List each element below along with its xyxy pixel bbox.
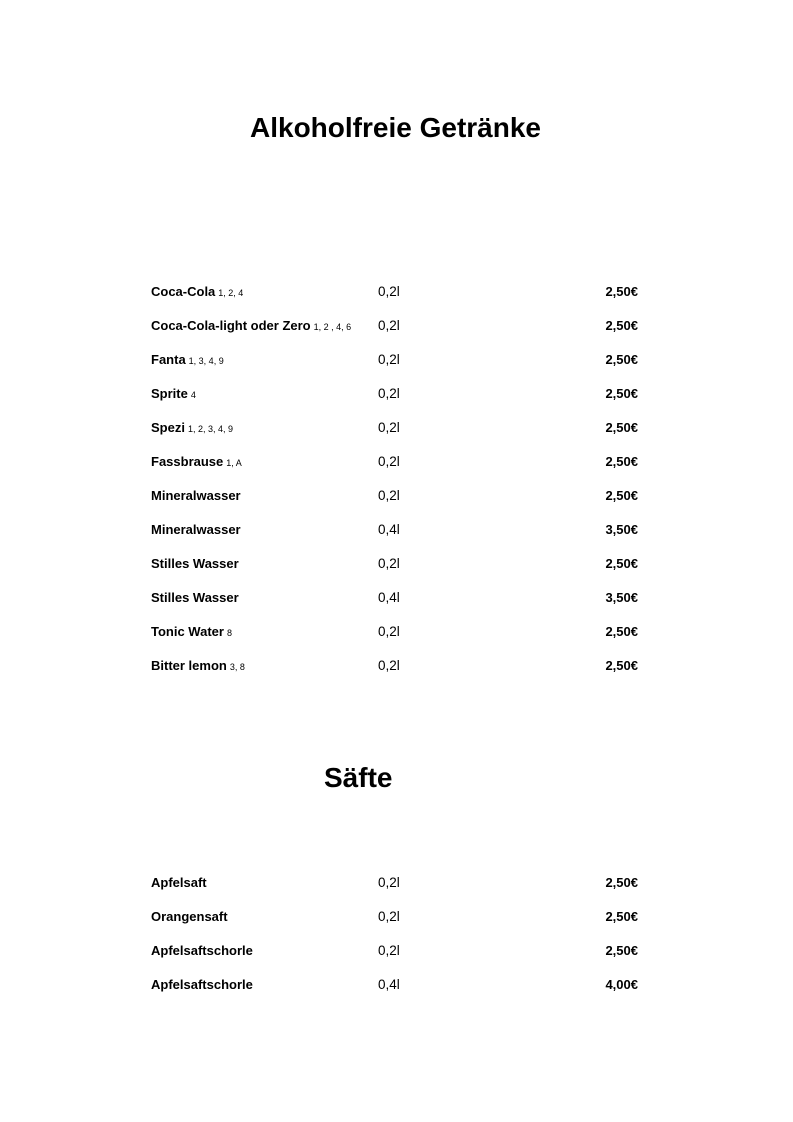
item-name — [151, 590, 239, 605]
item-name-text: Coca-Cola-light oder Zero — [151, 318, 311, 333]
menu-item-row — [151, 658, 641, 692]
item-price: 3,50€ — [605, 590, 638, 605]
menu-item-row — [151, 386, 641, 420]
item-name-text: Coca-Cola — [151, 284, 216, 299]
item-volume: 0,2l — [378, 556, 400, 571]
item-volume: 0,2l — [378, 658, 400, 673]
item-volume: 0,2l — [378, 420, 400, 435]
item-name-text: Fassbrause — [151, 454, 224, 469]
item-volume: 0,2l — [378, 909, 400, 924]
item-name — [151, 875, 207, 890]
juices-list — [151, 875, 641, 1011]
item-price: 2,50€ — [605, 658, 638, 673]
item-name — [151, 658, 245, 673]
item-name — [151, 624, 232, 639]
item-name-text: Mineralwasser — [151, 522, 241, 537]
item-name — [151, 318, 351, 333]
item-price: 3,50€ — [605, 522, 638, 537]
item-name — [151, 420, 233, 435]
item-volume: 0,4l — [378, 522, 400, 537]
item-price: 2,50€ — [605, 420, 638, 435]
item-volume: 0,2l — [378, 454, 400, 469]
item-name-text: Apfelsaftschorle — [151, 943, 253, 958]
allergen-note: 1, 2 , 4, 6 — [313, 322, 352, 332]
menu-item-row — [151, 875, 641, 909]
menu-item-row — [151, 624, 641, 658]
item-name — [151, 522, 241, 537]
item-name-text: Sprite — [151, 386, 188, 401]
item-price: 2,50€ — [605, 284, 638, 299]
allergen-note: 3, 8 — [229, 662, 245, 672]
item-name — [151, 386, 196, 401]
item-price: 2,50€ — [605, 488, 638, 503]
item-volume: 0,2l — [378, 875, 400, 890]
item-name — [151, 488, 241, 503]
item-name — [151, 977, 253, 992]
item-volume: 0,4l — [378, 977, 400, 992]
item-price: 2,50€ — [605, 556, 638, 571]
item-price: 2,50€ — [605, 624, 638, 639]
menu-item-row — [151, 977, 641, 1011]
menu-item-row — [151, 284, 641, 318]
item-price: 2,50€ — [605, 352, 638, 367]
menu-item-row — [151, 590, 641, 624]
item-name-text: Fanta — [151, 352, 186, 367]
item-name-text: Mineralwasser — [151, 488, 241, 503]
item-name — [151, 352, 224, 367]
menu-item-row — [151, 909, 641, 943]
allergen-note: 4 — [190, 390, 196, 400]
menu-item-row — [151, 352, 641, 386]
item-price: 2,50€ — [605, 318, 638, 333]
item-price: 2,50€ — [605, 943, 638, 958]
item-name — [151, 909, 228, 924]
menu-item-row — [151, 522, 641, 556]
item-name — [151, 943, 253, 958]
allergen-note: 1, 2, 4 — [218, 288, 244, 298]
menu-item-row — [151, 318, 641, 352]
item-volume: 0,2l — [378, 488, 400, 503]
item-price: 2,50€ — [605, 454, 638, 469]
item-name-text: Spezi — [151, 420, 185, 435]
item-volume: 0,2l — [378, 386, 400, 401]
item-name — [151, 454, 242, 469]
menu-item-row — [151, 420, 641, 454]
item-volume: 0,2l — [378, 352, 400, 367]
item-name-text: Stilles Wasser — [151, 590, 239, 605]
item-name — [151, 556, 239, 571]
allergen-note: 1, A — [226, 458, 242, 468]
item-name-text: Apfelsaftschorle — [151, 977, 253, 992]
item-price: 4,00€ — [605, 977, 638, 992]
item-price: 2,50€ — [605, 386, 638, 401]
menu-item-row — [151, 454, 641, 488]
item-name-text: Bitter lemon — [151, 658, 227, 673]
allergen-note: 1, 2, 3, 4, 9 — [187, 424, 233, 434]
item-name-text: Tonic Water — [151, 624, 224, 639]
item-volume: 0,2l — [378, 624, 400, 639]
item-name — [151, 284, 243, 299]
section-title-soft-drinks: Alkoholfreie Getränke — [250, 112, 541, 143]
item-volume: 0,2l — [378, 284, 400, 299]
menu-item-row — [151, 488, 641, 522]
item-price: 2,50€ — [605, 875, 638, 890]
menu-item-row — [151, 556, 641, 590]
soft-drinks-list — [151, 284, 641, 692]
section-title-juices: Säfte — [324, 762, 393, 793]
menu-item-row — [151, 943, 641, 977]
item-price: 2,50€ — [605, 909, 638, 924]
item-volume: 0,2l — [378, 318, 400, 333]
item-volume: 0,2l — [378, 943, 400, 958]
item-volume: 0,4l — [378, 590, 400, 605]
item-name-text: Stilles Wasser — [151, 556, 239, 571]
allergen-note: 1, 3, 4, 9 — [188, 356, 224, 366]
allergen-note: 8 — [226, 628, 232, 638]
item-name-text: Apfelsaft — [151, 875, 207, 890]
item-name-text: Orangensaft — [151, 909, 228, 924]
